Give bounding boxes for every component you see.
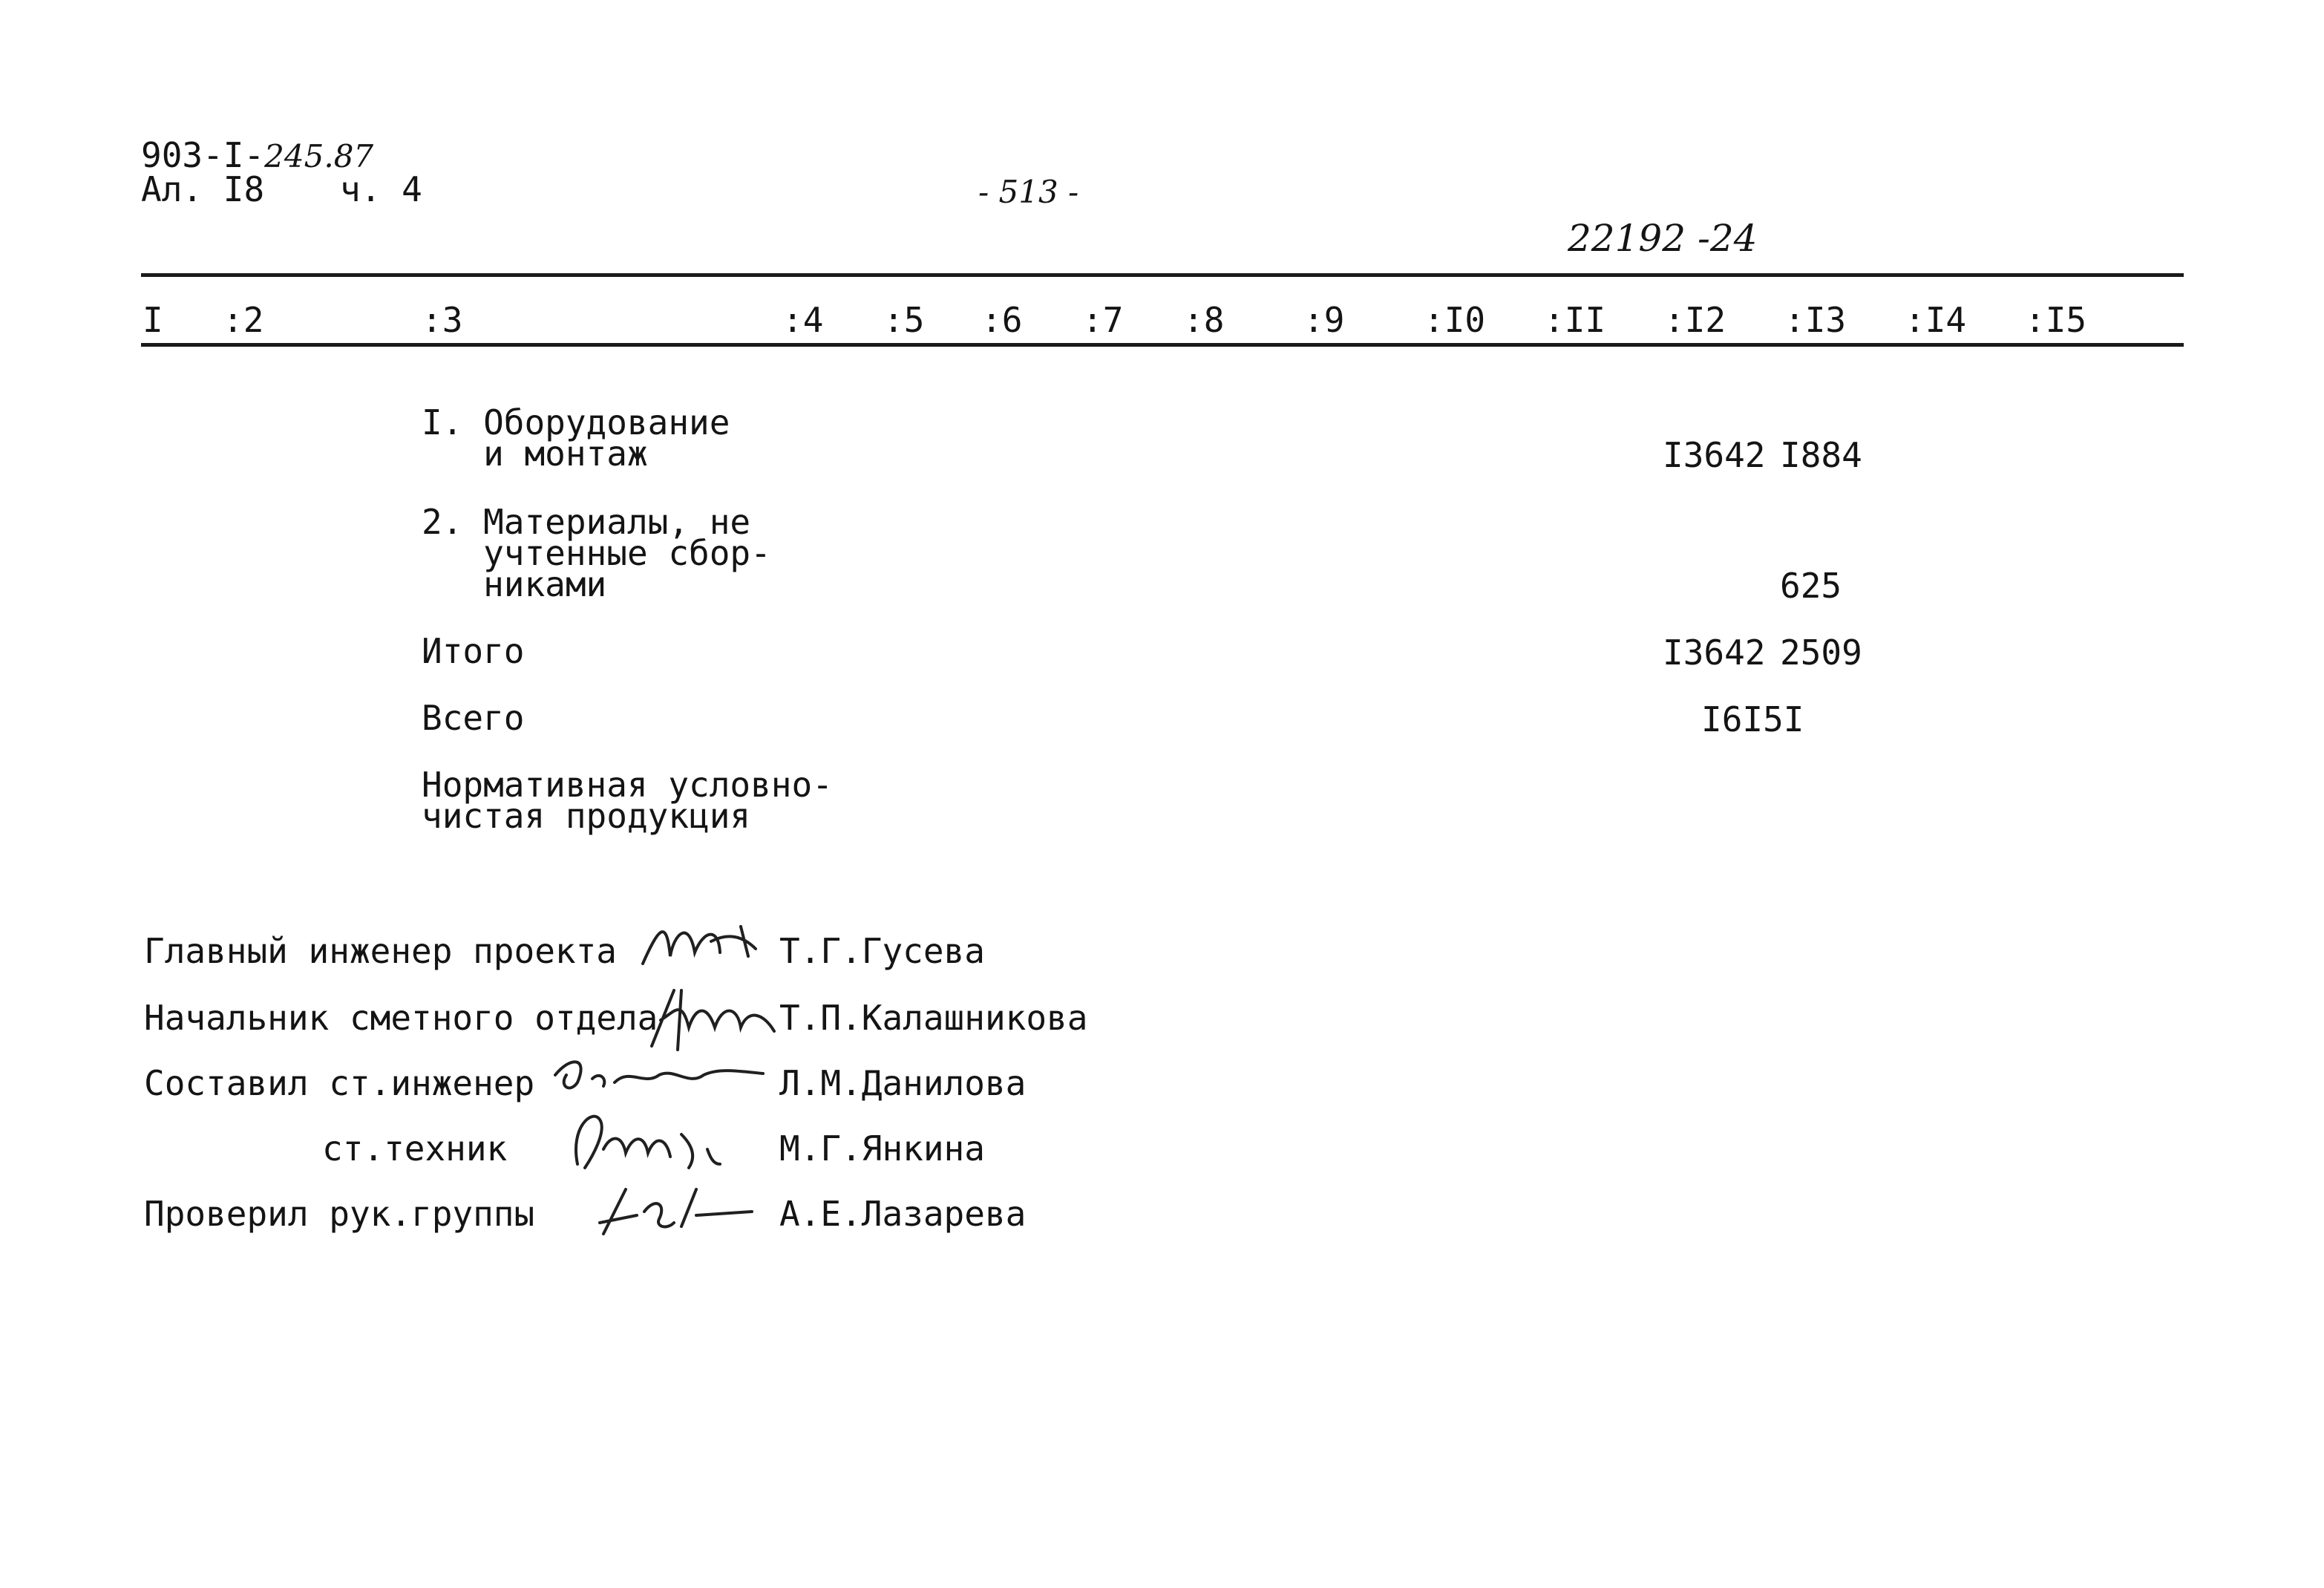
handwritten-signature-3	[548, 1053, 770, 1105]
row-text-line: 2. Материалы, не	[422, 502, 751, 542]
column-number-14: :I4	[1905, 300, 1967, 340]
column-number-8: :8	[1183, 300, 1225, 340]
column-number-2: :2	[223, 300, 264, 340]
column-number-12: :I2	[1664, 300, 1726, 340]
signature-name-estimate-head: Т.П.Калашникова	[779, 998, 1088, 1038]
table-row-equipment	[422, 402, 730, 474]
signature-name-chief-engineer: Т.Г.Гусева	[779, 931, 985, 971]
handwritten-signature-1	[637, 912, 763, 978]
signature-name-technician: М.Г.Янкина	[779, 1128, 985, 1169]
signature-role-estimate-head: Начальник сметного отдела	[144, 998, 658, 1038]
column-number-15: :I5	[2025, 300, 2087, 340]
signature-role-engineer: Составил ст.инженер	[144, 1063, 535, 1103]
row-text-line: чистая продукция	[422, 796, 751, 836]
column-number-13: :I3	[1784, 300, 1847, 340]
row-text-line: Всего	[422, 698, 525, 738]
row-text-line: Итого	[422, 631, 525, 671]
materials-col13-value: 625	[1780, 566, 1842, 606]
row-text-line: никами	[422, 564, 607, 604]
table-header-rule	[141, 343, 2184, 347]
row-text-line: I. Оборудование	[422, 402, 730, 442]
row-text-line: и монтаж	[422, 434, 648, 474]
doc-code-printed: 903-I-	[141, 135, 265, 175]
column-number-6: :6	[981, 300, 1023, 340]
album-number: Ал. I8	[141, 169, 265, 209]
equipment-col13-value: I884	[1780, 435, 1862, 475]
column-number-9: :9	[1303, 300, 1345, 340]
doc-code	[141, 135, 374, 175]
subtotal-col13-value: 2509	[1780, 633, 1862, 673]
column-number-11: :II	[1544, 300, 1606, 340]
handwritten-signature-5	[592, 1182, 763, 1241]
page-number: - 513 -	[978, 174, 1079, 210]
handwritten-signature-4	[563, 1105, 726, 1179]
column-number-3: :3	[422, 300, 463, 340]
signature-role-group-lead: Проверил рук.группы	[144, 1194, 535, 1234]
table-row-normative	[422, 765, 833, 836]
table-row-total	[422, 698, 525, 738]
signature-name-group-lead: А.Е.Лазарева	[779, 1194, 1027, 1234]
column-number-1: I	[143, 300, 163, 340]
handwritten-signature-2	[644, 976, 793, 1057]
column-number-4: :4	[782, 300, 824, 340]
table-row-subtotal	[422, 631, 525, 671]
stamp-number: 22192 -24	[1568, 217, 1758, 260]
row-text-line: Нормативная условно-	[422, 765, 833, 805]
signature-role-chief-engineer: Главный инженер проекта	[144, 931, 617, 971]
total-value: I6I5I	[1701, 699, 1804, 739]
equipment-col12-value: I3642	[1663, 435, 1766, 475]
signature-name-engineer: Л.М.Данилова	[779, 1063, 1027, 1103]
table-row-materials	[422, 502, 771, 604]
doc-code-handwritten: 245.87	[264, 138, 374, 174]
column-number-7: :7	[1082, 300, 1124, 340]
signature-role-technician: ст.техник	[322, 1128, 508, 1169]
subtotal-col12-value: I3642	[1663, 633, 1766, 673]
row-text-line: учтенные сбор-	[422, 533, 771, 573]
part-number: ч. 4	[340, 169, 422, 209]
table-top-rule	[141, 273, 2184, 277]
column-number-5: :5	[883, 300, 925, 340]
column-number-10: :I0	[1424, 300, 1486, 340]
